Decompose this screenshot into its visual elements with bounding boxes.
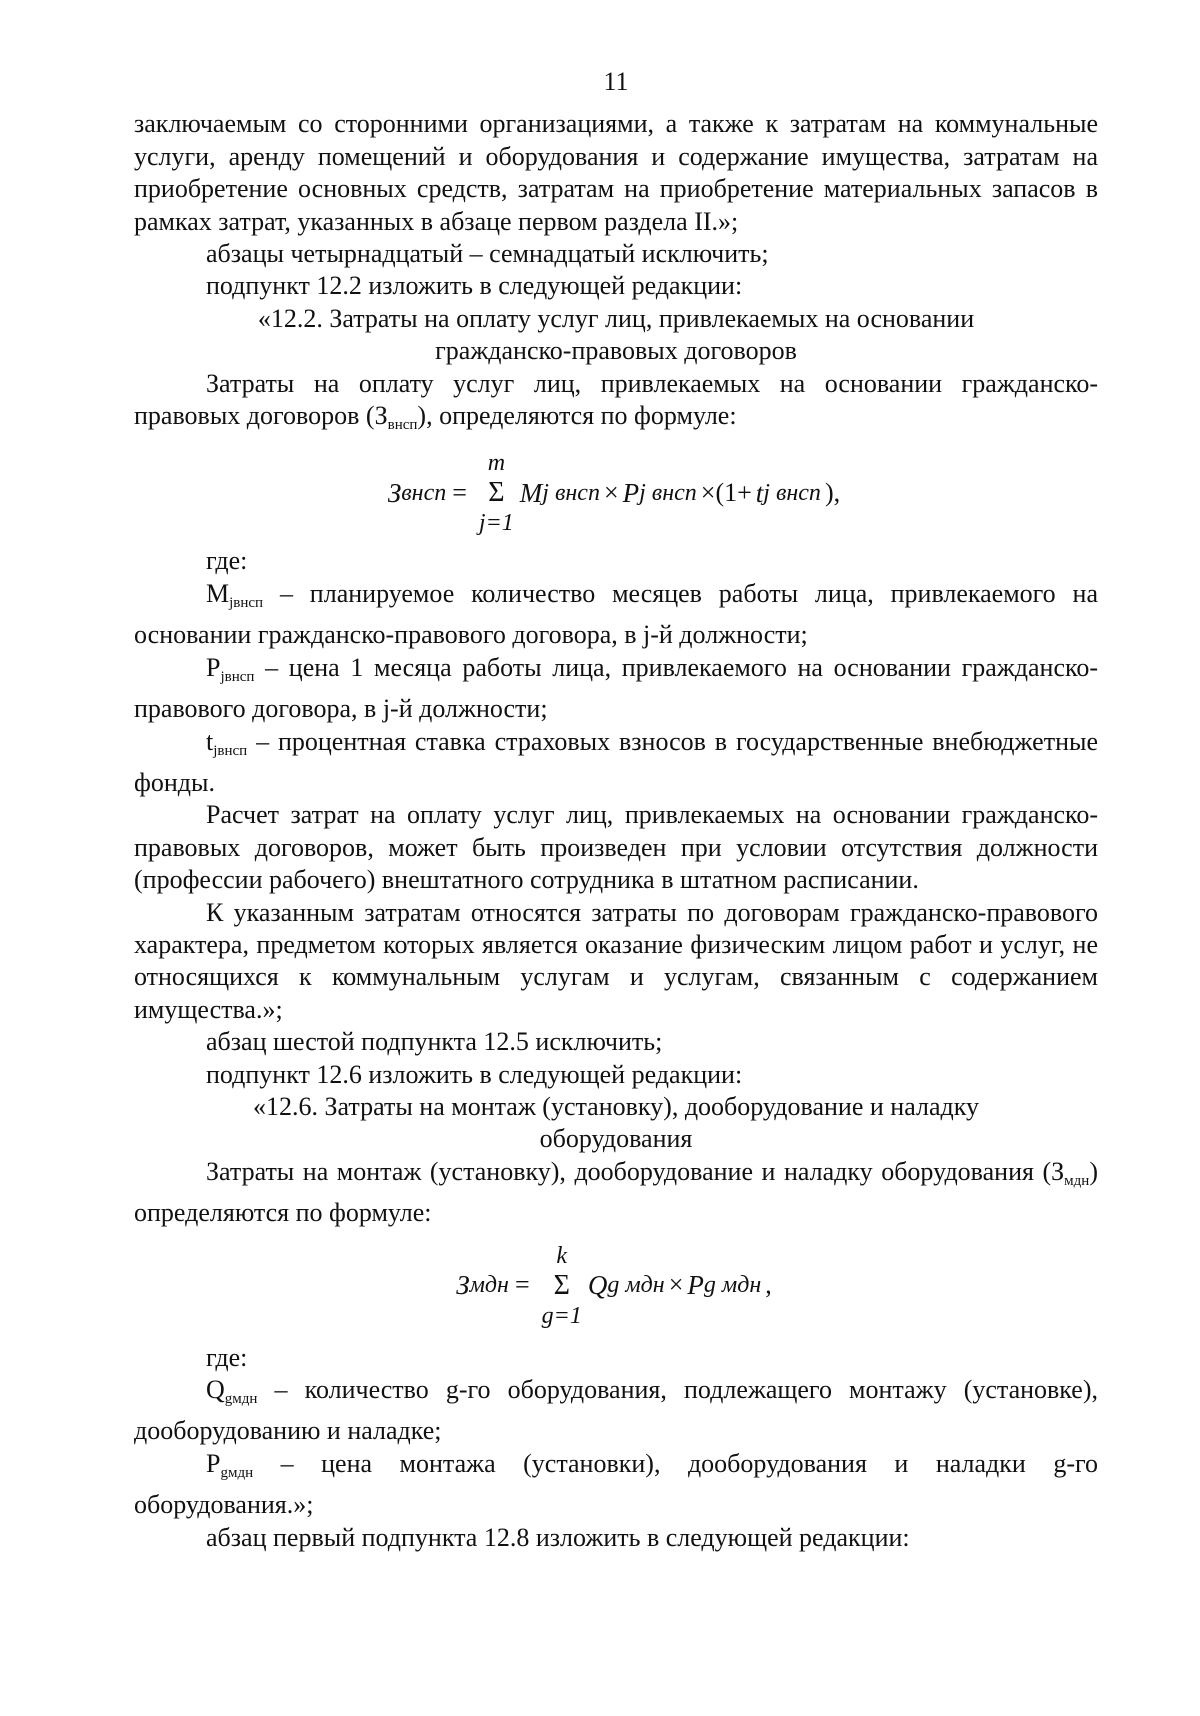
formula-vnsp (134, 443, 1098, 543)
sum-lower-limit: g=1 (541, 1302, 582, 1329)
def-symbol: M (206, 578, 230, 608)
def-subscript: gмдн (220, 1464, 254, 1481)
formula-subscript: g мдн (703, 1272, 762, 1299)
formula-symbol: P (622, 478, 640, 509)
paragraph-calculation-condition: Расчет затрат на оплату услуг лиц, привлекаемых на основании гражданско-правовых договоров, может быть произведен при условии отсутствия должности (профессии рабочего) внештатного сотрудника в штатном расписании. (134, 800, 1098, 895)
heading-12-6-line1: «12.6. Затраты на монтаж (установку), дооборудование и наладку (253, 1091, 979, 1121)
definition-p (134, 652, 1098, 726)
def-symbol: P (206, 1448, 221, 1478)
definition-t (134, 726, 1098, 800)
heading-12-2-line2: гражданско-правовых договоров (435, 336, 797, 366)
where-label: где: (206, 546, 248, 576)
def-text: – количество g-го оборудования, подлежащего монтажу (установке), дооборудованию и наладке; (134, 1375, 1098, 1446)
heading-12-6-line2: оборудования (539, 1124, 693, 1154)
def-subscript: jвнсп (229, 594, 264, 611)
formula-symbol: P (687, 1270, 704, 1301)
equals-sign: = (514, 1270, 530, 1300)
def-text: – процентная ставка страховых взносов в государственные внебюджетные фонды. (134, 726, 1098, 797)
formula-subscript: мдн (469, 1272, 509, 1299)
def-text: – цена монтажа (установки), дооборудования и наладки g-го оборудования.»; (134, 1448, 1098, 1520)
def-symbol: t (206, 726, 214, 756)
summation (542, 1241, 582, 1331)
def-text: – планируемое количество месяцев работы лица, привлекаемого на основании гражданско-правового договора, в j-й должности; (134, 578, 1098, 650)
text-part: Затраты на монтаж (установку), дооборудование и наладку оборудования (З (206, 1156, 1065, 1186)
definition-q (134, 1374, 1098, 1448)
text-part: ) определяются по формуле: (134, 1156, 1098, 1228)
formula-tail: ), (824, 478, 841, 508)
formula-symbol: З (387, 478, 402, 509)
definition-m (134, 578, 1098, 652)
sum-upper-limit: k (556, 1242, 568, 1269)
def-text: – цена 1 месяца работы лица, привлекаемого на основании гражданско-правового договора, в j-й должности; (134, 652, 1098, 724)
sigma-icon: Σ (553, 1269, 570, 1301)
equals-sign: = (452, 478, 467, 508)
def-subscript: jвнсп (220, 668, 255, 685)
formula-symbol: З (456, 1270, 470, 1301)
def-symbol: Q (206, 1375, 225, 1404)
def-symbol: P (206, 652, 221, 682)
heading-12-6 (134, 1091, 1098, 1156)
paragraph-12-6-intro: подпункт 12.6 изложить в следующей редакции: (206, 1059, 743, 1089)
paragraph-continuation: заключаемым со сторонними организациями, а также к затратам на коммунальные услуги, аренду помещений и оборудования и содержание имущества, затратам на приобретение основных средств, затратам на приобретение материальных запасов в рамках затрат, указанных в абзаце первом раздела II.»; (134, 109, 1098, 236)
paragraph-12-6-formula-intro (134, 1156, 1098, 1230)
formula-subscript: g мдн (607, 1272, 665, 1299)
def-subscript: gмдн (224, 1391, 258, 1407)
times-sign: × (668, 1270, 684, 1300)
summation (479, 448, 514, 538)
subscript: внсп (387, 417, 418, 434)
paragraph-12-2-intro: подпункт 12.2 изложить в следующей редакции: (206, 271, 743, 301)
subscript: мдн (1064, 1172, 1090, 1189)
sum-lower-limit: j=1 (478, 510, 514, 537)
def-subscript: jвнсп (213, 742, 248, 759)
where-label: где: (206, 1342, 248, 1372)
paragraph-exclude-12-5: абзац шестой подпункта 12.5 исключить; (206, 1027, 663, 1057)
formula-mdn (134, 1232, 1098, 1340)
formula-subscript: j внсп (542, 480, 600, 507)
sum-upper-limit: m (487, 450, 506, 477)
paragraph-12-8-intro: абзац первый подпункта 12.8 изложить в следующей редакции: (206, 1522, 910, 1552)
formula-tail: , (765, 1270, 772, 1300)
formula-symbol: M (519, 478, 543, 509)
page-number: 11 (603, 67, 629, 96)
formula-symbol: Q (587, 1270, 608, 1301)
formula-subscript: j внсп (639, 480, 697, 507)
formula-subscript: внсп (401, 480, 447, 507)
definition-p-mdn (134, 1448, 1098, 1522)
formula-symbol: t (755, 478, 764, 509)
text-part: ), определяются по формуле: (417, 401, 737, 431)
formula-subscript: j внсп (763, 480, 821, 507)
paragraph-12-2-formula-intro (134, 368, 1098, 442)
heading-12-2 (134, 303, 1098, 368)
times-sign: ×(1+ (700, 478, 752, 508)
sigma-icon: Σ (488, 477, 505, 509)
document-page (134, 66, 1098, 1554)
heading-12-2-line1: «12.2. Затраты на оплату услуг лиц, привлекаемых на основании (257, 303, 975, 333)
paragraph-exclude-14-17: абзацы четырнадцатый – семнадцатый исключить; (206, 239, 769, 269)
times-sign: × (603, 478, 619, 508)
paragraph-included-costs: К указанным затратам относятся затраты по договорам гражданско-правового характера, предметом которых является оказание физическим лицом работ и услуг, не относящихся к коммунальным услугам и услугам, связанным с содержанием имущества.»; (134, 897, 1098, 1024)
text-part: Затраты на оплату услуг лиц, привлекаемых на основании гражданско-правовых договоров (З (134, 368, 1098, 431)
